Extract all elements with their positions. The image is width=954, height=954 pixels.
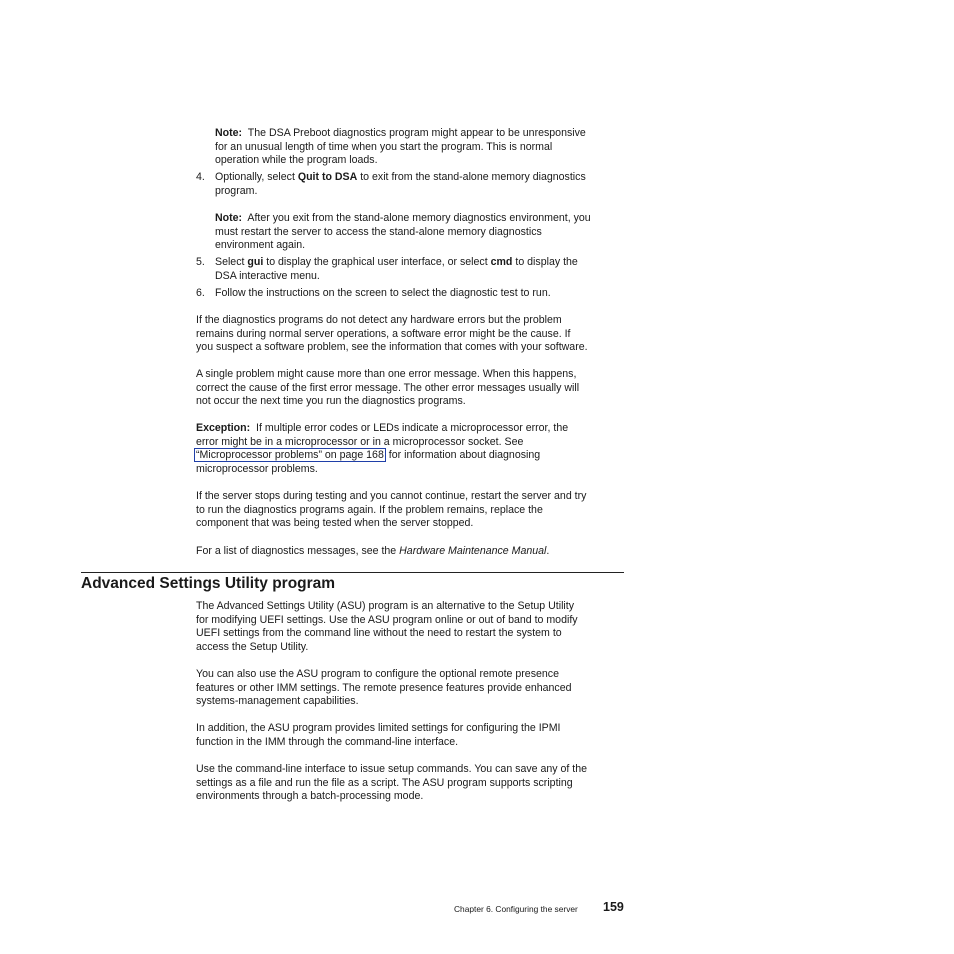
note-exit-memory-diagnostics [215,212,591,253]
note-label: Note: [215,127,243,139]
step-text: to exit from the stand-alone memory diagnostics [360,171,586,183]
paragraph-messages-reference [196,545,549,559]
paragraph-line: The Advanced Settings Utility (ASU) program is an alternative to the Setup Utility [196,600,575,612]
step-text: program. [215,184,258,197]
step-number: 6. [196,287,205,299]
step-emphasis: Quit to DSA [297,171,358,183]
paragraph-line: settings as a file and run the file as a script. The ASU program supports scripting [196,776,573,789]
step-text: Select [215,256,245,268]
step-text: to display the [515,256,578,268]
paragraph-line: You can also use the ASU program to configure the optional remote presence [196,668,559,680]
note-text: After you exit from the stand-alone memory diagnostics environment, you [247,212,591,224]
step-text: Follow the instructions on the screen to select the diagnostic test to run. [215,287,551,299]
paragraph-line: component that was being tested when the server stopped. [196,517,474,530]
asu-paragraph-command-line [196,763,587,804]
paragraph-line: for information about diagnosing [388,449,541,462]
step-text: DSA interactive menu. [215,269,320,282]
paragraph-line: for modifying UEFI settings. Use the ASU program online or out of band to modify [196,613,578,626]
paragraph-line: to run the diagnostics programs again. If the problem remains, replace the [196,503,543,516]
paragraph-line: not occur the next time you run the diagnostics programs. [196,395,466,408]
asu-paragraph-intro [196,600,578,654]
paragraph-line: If the server stops during testing and you cannot continue, restart the server and try [196,490,587,502]
microprocessor-problems-link[interactable]: “Microprocessor problems” on page 168 [196,449,384,462]
asu-paragraph-ipmi [196,722,561,749]
step-number: 4. [196,171,205,183]
paragraph-line: correct the cause of the first error message. The other error messages usually will [196,381,580,394]
note-label: Note: [215,212,243,224]
footer-chapter-title: Chapter 6. Configuring the server [454,904,578,914]
step-text: to display the graphical user interface, or select [266,256,488,268]
paragraph-line: A single problem might cause more than one error message. When this happens, [196,368,577,380]
exception-label: Exception: [196,422,251,434]
note-text: must restart the server to access the stand-alone memory diagnostics [215,225,542,238]
note-text: operation while the program loads. [215,154,378,167]
note-dsa-preboot [215,127,586,168]
paragraph-line: environments through a batch-processing mode. [196,790,424,803]
paragraph-software-error [196,314,588,355]
step-text: Optionally, select [215,171,295,183]
step-number: 5. [196,256,205,268]
paragraph-line: features or other IMM settings. The remote presence features provide enhanced [196,681,572,694]
step-6 [215,287,551,301]
paragraph-line: If the diagnostics programs do not detect any hardware errors but the problem [196,314,562,326]
paragraph-line: remains during normal server operations, a software error might be the cause. If [196,327,571,340]
paragraph-server-stops [196,490,586,531]
paragraph-line: Use the command-line interface to issue setup commands. You can save any of the [196,763,588,775]
note-text: for an unusual length of time when you start the program. This is normal [215,140,553,153]
paragraph-line: function in the IMM through the command-line interface. [196,735,459,748]
step-emphasis: cmd [490,256,513,268]
paragraph-line: error might be in a microprocessor or in a microprocessor socket. See [196,435,524,448]
paragraph-line: systems-management capabilities. [196,695,359,708]
asu-paragraph-remote-presence [196,668,572,709]
paragraph-line: you suspect a software problem, see the information that comes with your software. [196,341,588,354]
paragraph-line: UEFI settings from the command line without the need to restart the system to [196,627,562,640]
step-4 [215,171,586,198]
manual-title: Hardware Maintenance Manual [399,545,547,557]
paragraph-line: For a list of diagnostics messages, see the [196,545,397,557]
paragraph-line: In addition, the ASU program provides limited settings for configuring the IPMI [196,722,561,734]
note-text: The DSA Preboot diagnostics program might appear to be unresponsive [247,127,586,139]
step-5 [215,256,578,283]
paragraph-line: access the Setup Utility. [196,640,309,653]
section-heading: Advanced Settings Utility program [81,575,336,592]
exception-paragraph [196,422,568,476]
step-emphasis: gui [247,256,264,268]
paragraph-punctuation: . [546,545,550,557]
paragraph-line: microprocessor problems. [196,462,318,475]
section-divider [81,572,624,573]
paragraph-line: If multiple error codes or LEDs indicate a microprocessor error, the [256,422,569,434]
paragraph-multiple-errors [196,368,579,409]
note-text: environment again. [215,239,306,252]
page-number: 159 [603,900,624,914]
